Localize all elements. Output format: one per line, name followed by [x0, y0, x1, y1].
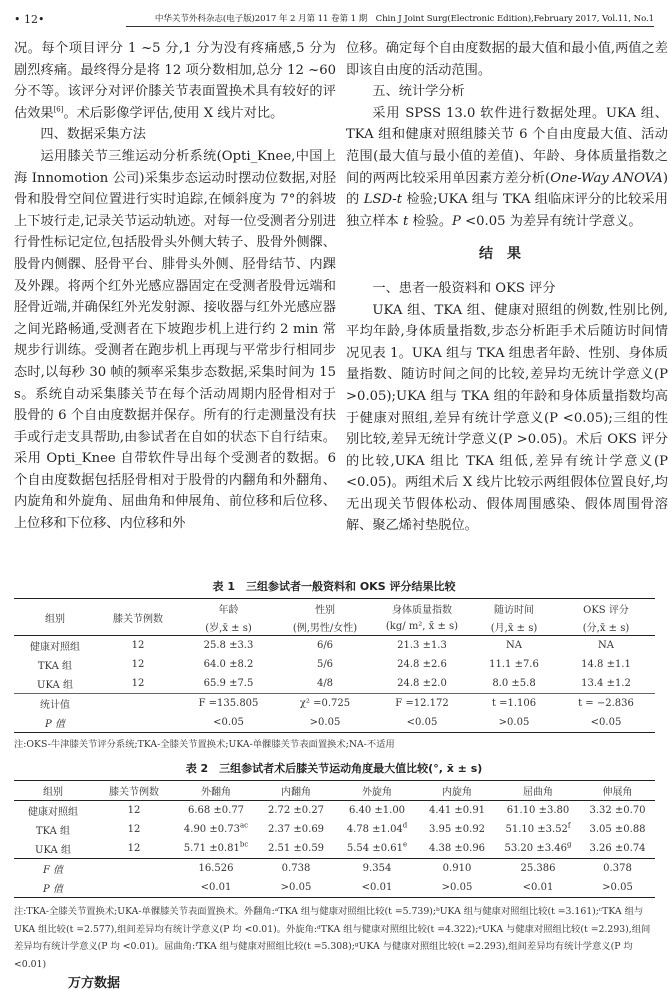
table-cell: 61.10 ±3.80 — [506, 805, 570, 816]
paragraph: 位移。确定每个自由度数据的最大值和最小值,两值之差即该自由度的活动范围。 — [346, 41, 668, 78]
table-cell: 6/6 — [316, 640, 334, 651]
table2-header-cell: 内翻角 — [256, 781, 336, 801]
section-heading: 四、数据采集方法 — [40, 127, 146, 143]
table-cell: 12 — [127, 824, 141, 835]
table-cell: 12 — [131, 678, 145, 689]
paragraph: 运用膝关节三维运动分析系统(Opti_Knee,中国上海 Innomotion 公司)采集步态运动时摆动位数据,对胫骨和股骨空间位置进行实时追踪,在倾斜度为 7°的斜坡上下坡行走,记录关节运动轨迹。对每一位受测者分别进行骨性标记定位,包括股骨头外侧大转子、股骨外侧髁、股骨内侧髁、胫骨平台、腓骨头外侧、胫骨结节、内踝及外踝。将两个红外光感应器固定在受测者股骨远端和胫骨近端,并确保红外光发射源、接收器与红外光感应器之间光路畅通,受测者在下坡跑步机上进行约 2 min 常规步行训练。受测者在跑步机上再现与平常步行相同步态时,以每秒 30 帧的频率采集步态数据,采集时间为 15 s。系统自动采集膝关节在每个活动周期内胫骨相对于股骨的 6 个自由度数据并保存。所有的行走测量没有扶手或行走支具帮助,由参试者在自如的状态下自行结束。采用 Opti_Knee 自带软件导出每个受测者的数据。6 个自由度数据包括胫骨相对于股骨的内翻角和外翻角、内旋角和外旋角、屈曲角和伸展角、前位移和后位移、上位移和下位移、内位移和外 — [14, 148, 336, 532]
table-cell: <0.05 — [213, 717, 244, 728]
table2 — [14, 780, 655, 898]
page-header — [14, 10, 654, 28]
table-cell: 4.41 ±0.91 — [428, 805, 486, 816]
table-cell: 12 — [131, 659, 145, 670]
table-cell: 6.40 ±1.00 — [348, 805, 406, 816]
table-cell: 9.354 — [336, 859, 418, 879]
table2-header-cell: 外翻角 — [176, 781, 256, 801]
footnote-marker: d — [402, 821, 408, 830]
table-cell: 24.8 ±2.0 — [397, 678, 447, 689]
table-cell: χ² =0.725 — [277, 694, 373, 714]
table2-header-cell: 组别 — [14, 781, 92, 801]
table-cell: 25.386 — [496, 859, 580, 879]
table-cell: 3.32 ±0.70 — [589, 805, 646, 816]
table-cell: <0.05 — [406, 717, 438, 728]
table-row — [14, 674, 655, 694]
table-cell: >0.05 — [309, 717, 341, 728]
table-row — [14, 636, 655, 656]
table1-header-cell: 组别 — [14, 599, 96, 636]
table-stat-row — [14, 713, 655, 733]
table-cell: TKA 组 — [37, 661, 73, 672]
table1-header-cell: 膝关节例数 — [96, 599, 180, 636]
table-cell: UKA 组 — [37, 680, 73, 691]
table-cell: 5.71 ±0.81$^{bc}$ — [183, 840, 249, 854]
table-cell: 25.8 ±3.3 — [203, 640, 254, 651]
table-cell: 4/8 — [316, 678, 334, 689]
table-cell — [92, 859, 176, 879]
table2-caption: 表 2 三组参试者术后膝关节运动角度最大值比较(°, x̄ ± s) — [185, 762, 483, 775]
table1-header-cell: 年龄 — [218, 604, 239, 616]
table-cell: 12 — [127, 805, 141, 816]
table-cell: 0.910 — [418, 859, 496, 879]
table-row — [14, 820, 655, 839]
table-cell: F =135.805 — [180, 694, 277, 714]
table1-header-unit: (例,男性/女性) — [277, 617, 373, 636]
table-cell: 16.526 — [176, 859, 256, 879]
table1-caption: 表 1 三组参试者一般资料和 OKS 评分结果比较 — [212, 580, 456, 593]
table-cell: 健康对照组 — [28, 807, 78, 818]
table-cell: 8.0 ±5.8 — [492, 678, 536, 689]
table-cell: 0.378 — [580, 859, 655, 879]
table-cell: 64.0 ±8.2 — [203, 659, 254, 670]
footnote-marker: ac — [240, 821, 249, 830]
paragraph: UKA 组、TKA 组、健康对照组的例数,性别比例,平均年龄,身体质量指数,步态分析距手术后随访时间情况见表 1。UKA 组与 TKA 组患者年龄、性别、身体质量指数、随访时间之间的比较,差异均无统计学意义(P >0.05);UKA 组与 TKA 组的年龄和身体质量指数均高于健康对照组,差异有统计学意义(P <0.05);三组的性别比较,差异无统计学意义(P >0.05)。术后 OKS 评分的比较,UKA 组比 TKA 组低,差异有统计学意义(P <0.05)。两组术后 X 线片比较示两组假体位置良好,均无出现关节假体松动、假体周围感染、假体周围骨溶解、聚乙烯衬垫脱位。 — [346, 302, 668, 534]
table-cell: >0.05 — [498, 717, 530, 728]
table1-header-cell: 身体质量指数 — [392, 604, 452, 616]
table-cell: NA — [506, 640, 522, 651]
left-column — [14, 38, 336, 535]
table1-header-cell: OKS 评分 — [583, 604, 629, 616]
table-cell: 11.1 ±7.6 — [489, 659, 539, 670]
table-cell: 4.90 ±0.73$^{ac}$ — [183, 821, 249, 835]
table-cell: 14.8 ±1.1 — [581, 659, 631, 670]
table-cell: 4.78 ±1.04$^d$ — [346, 821, 408, 835]
footnote-marker: bc — [239, 840, 249, 849]
table1-header-cell: 随访时间 — [494, 604, 534, 616]
table-cell: 3.05 ±0.88 — [589, 824, 646, 835]
table-row — [14, 801, 655, 821]
table-stat-row — [14, 694, 655, 714]
table-cell: F 值 — [14, 859, 92, 879]
table-cell: NA — [598, 640, 614, 651]
section-heading: 五、统计学分析 — [372, 84, 465, 100]
table-cell: 65.9 ±7.5 — [203, 678, 254, 689]
table-cell: P 值 — [43, 884, 63, 895]
table2-header-cell: 外旋角 — [336, 781, 418, 801]
table1-note: 注:OKS-牛津膝关节评分系统;TKA-全膝关节置换术;UKA-单髁膝关节表面置换术;NA-不适用 — [14, 739, 395, 750]
table-row — [14, 839, 655, 859]
table-cell: 2.51 ±0.59 — [267, 843, 325, 854]
table-cell: <0.01 — [200, 882, 232, 893]
table-cell — [96, 694, 180, 714]
table1-header-unit: (岁,x̄ ± s) — [180, 617, 277, 636]
table-cell: F =12.172 — [373, 694, 471, 714]
footnote-marker: e — [402, 840, 408, 849]
table-row — [14, 655, 655, 674]
table2-header-cell: 屈曲角 — [496, 781, 580, 801]
table-cell: 24.8 ±2.6 — [397, 659, 447, 670]
table-stat-row — [14, 859, 655, 879]
table-cell: 3.95 ±0.92 — [428, 824, 486, 835]
table-cell: TKA 组 — [35, 826, 71, 837]
page-number: • 12• — [14, 13, 45, 26]
table2-header-cell: 膝关节例数 — [92, 781, 176, 801]
table-cell: <0.01 — [361, 882, 393, 893]
table-cell: 6.68 ±0.77 — [187, 805, 245, 816]
table-cell: t = −2.836 — [557, 694, 655, 714]
table-cell: UKA 组 — [35, 845, 71, 856]
section-heading: 一、患者一般资料和 OKS 评分 — [372, 280, 556, 296]
table-cell: 51.10 ±3.52$^f$ — [505, 821, 571, 835]
table-cell — [96, 713, 180, 733]
table-cell: <0.01 — [522, 882, 554, 893]
table-cell: 2.37 ±0.69 — [267, 824, 325, 835]
table1-header-cell: 性别 — [315, 604, 335, 616]
table-cell: 2.72 ±0.27 — [267, 805, 325, 816]
footnote-marker: g — [566, 840, 572, 849]
table-cell: 21.3 ±1.3 — [397, 640, 447, 651]
citation[interactable]: [6] — [53, 105, 64, 114]
table-cell: 3.26 ±0.74 — [589, 843, 646, 854]
table-cell: 53.20 ±3.46$^g$ — [504, 840, 572, 854]
paragraph: 况。每个项目评分 1 ~5 分,1 分为没有疼痛感,5 分为剧烈疼痛。最终得分是将 12 项分数相加,总分 12 ~60 分不等。该评分对评价膝关节表面置换术具有较好的评估效果[6]。术后影像学评估,使用 X 线片对比。 — [14, 41, 336, 121]
table-cell: 5.54 ±0.61$^e$ — [346, 840, 408, 854]
table1-header-unit: (分,x̄ ± s) — [557, 617, 655, 636]
table-cell: 4.38 ±0.96 — [428, 843, 486, 854]
footnote-marker: f — [567, 821, 571, 830]
table-cell: 5/6 — [316, 659, 334, 670]
watermark-logo: 万方数据 — [68, 976, 121, 991]
table-cell: 健康对照组 — [30, 642, 80, 653]
right-column — [346, 38, 668, 537]
table-cell: 统计值 — [14, 694, 96, 714]
table2-header-cell: 伸展角 — [580, 781, 655, 801]
results-heading: 结果 — [479, 246, 535, 263]
table-cell — [92, 878, 176, 898]
table-cell: 12 — [127, 843, 141, 854]
table1-header-unit: (kg/ m², x̄ ± s) — [373, 617, 471, 636]
running-title: 中华关节外科杂志(电子版)2017 年 2 月第 11 卷第 1 期 Chin J Joint Surg(Electronic Edition),February 2017, Vol.11, No.1 — [126, 12, 654, 27]
table-cell: <0.05 — [590, 717, 622, 728]
table1-header-unit: (月,x̄ ± s) — [471, 617, 557, 636]
table-cell: P 值 — [45, 719, 65, 730]
table2-header-cell: 内旋角 — [418, 781, 496, 801]
table2-header-row — [14, 781, 655, 801]
table2-note: 注:TKA-全膝关节置换术;UKA-单髁膝关节表面置换术。外翻角:ᵃTKA 组与健康对照组比较(t =5.739);ᵇUKA 组与健康对照组比较(t =3.161);ᶜTKA 组与 UKA 组比较(t =2.577),组间差异均有统计学意义(P 均 <0.01)。外旋角:ᵈTKA 组与健康对照组比较(t =4.322);ᵉUKA 与健康对照组比较(t =2.293),组间差异均有统计学意义(P 均 <0.01)。屈曲角:ᶠTKA 组与健康对照组比较(t =5.308);ᵍUKA 与健康对照组比较(t =2.293),组间差异均有统计学意义(P 均 <0.01) — [14, 906, 651, 970]
table1-header-row — [14, 599, 655, 618]
table-cell: >0.05 — [280, 882, 312, 893]
table-cell: >0.05 — [441, 882, 473, 893]
table-cell: >0.05 — [602, 882, 633, 893]
paragraph: 采用 SPSS 13.0 软件进行数据处理。UKA 组、TKA 组和健康对照组膝关节 6 个自由度最大值、活动范围(最大值与最小值的差值)、年龄、身体质量指数之间的两两比较采用单因素方差分析(One-Way ANOVA)的 LSD-t 检验;UKA 组与 TKA 组临床评分的比较采用独立样本 t 检验。P <0.05 为差异有统计学意义。 — [346, 105, 668, 229]
table-cell: t =1.106 — [471, 694, 557, 714]
table-cell: 0.738 — [256, 859, 336, 879]
table-stat-row — [14, 878, 655, 898]
table-cell: 12 — [131, 640, 145, 651]
table1 — [14, 598, 655, 733]
table-cell: 13.4 ±1.2 — [581, 678, 631, 689]
